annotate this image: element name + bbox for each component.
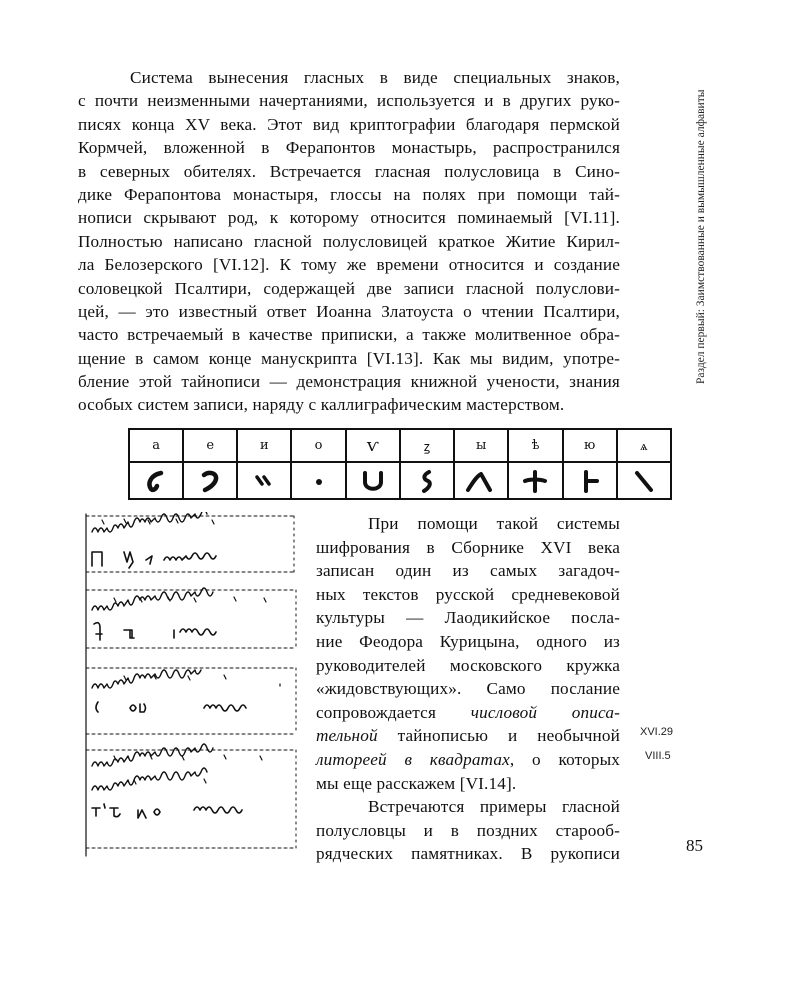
cipher-letter: ꙁ (400, 429, 454, 462)
cipher-letter: е (183, 429, 237, 462)
text-line: руководителей московского кружка (316, 655, 620, 675)
page-number: 85 (686, 836, 703, 855)
text-line (316, 724, 620, 748)
dot-glyph-icon (304, 467, 334, 495)
text-line: Встречаются примеры гласной (368, 797, 620, 817)
text-run: сопровождается (316, 702, 437, 722)
italic-term: литореей в квадратах (316, 749, 510, 769)
italic-term: числовой описа- (470, 702, 620, 722)
cipher-glyph-row (129, 462, 671, 499)
text-line: в северных обителях. Встречается гласная полусловица в Сино- (78, 161, 620, 181)
margin-reference[interactable]: VIII.5 (645, 750, 671, 762)
text-line (316, 748, 620, 772)
zigzag-glyph-icon (464, 467, 498, 495)
text-line: полусловцы и в поздних старооб- (316, 820, 620, 840)
slash-glyph-icon (629, 467, 659, 495)
main-paragraph (78, 66, 620, 417)
text-line (316, 701, 620, 725)
cipher-letter: ы (454, 429, 508, 462)
cross-glyph-icon (520, 467, 550, 495)
margin-reference[interactable]: XVI.29 (640, 726, 674, 738)
text-line: цей, — это известный ответ Иоанна Златоуста о чтении Псалтири, (78, 301, 620, 321)
s-curve-glyph-icon (412, 467, 442, 495)
text-line: щение в самом конце манускрипта [VI.13]. Как мы видим, употре- (78, 348, 620, 368)
cipher-letter: ю (563, 429, 617, 462)
text-line: писях конца XV века. Этот вид криптографии благодаря пермской (78, 114, 620, 134)
cipher-letter: ѣ (508, 429, 562, 462)
text-line: При помощи такой системы (368, 514, 620, 533)
cipher-letter: ѧ (617, 429, 671, 462)
text-run: , о которых (509, 749, 621, 769)
text-line: ние Феодора Курицына, одного из (316, 631, 620, 651)
text-line: Система вынесения гласных в виде специальных знаков, (130, 68, 620, 87)
reverse-hook-glyph-icon (195, 467, 225, 495)
text-line: «жидовствующих». Само послание (316, 679, 620, 699)
manuscript-facsimile (84, 512, 302, 858)
manuscript-image (84, 512, 302, 858)
text-line: Кормчей, вложенной в Ферапонтов монастырь, распространился (78, 138, 620, 158)
double-stroke-glyph-icon (249, 467, 279, 495)
text-line: особых систем записи, наряду с каллиграфическим мастерством. (78, 395, 565, 415)
text-line: с почти неизменными начертаниями, используется и в других руко- (78, 91, 620, 111)
text-line: Полностью написано гласной полусловицей краткое Житие Кирил- (78, 231, 620, 251)
text-line: бление этой тайнописи — демонстрация книжной учености, знания (78, 372, 620, 392)
cipher-letter-row (129, 429, 671, 462)
text-line: мы еще расскажем [VI.14]. (316, 773, 517, 793)
text-line: записан один из самых загадоч- (316, 561, 620, 581)
u-glyph-icon (358, 467, 388, 495)
text-line: ла Белозерского [VI.12]. К тому же времени относится и создание (78, 255, 620, 275)
text-line: часто встречаемый в качестве приписки, а также молитвенное обра- (78, 325, 620, 345)
text-line: ных текстов русской средневековой (316, 584, 620, 604)
text-line: дике Ферапонтова монастыря, глоссы на полях при помощи тай- (78, 184, 620, 204)
cipher-letter: ѵ (346, 429, 400, 462)
text-line: нописи скрывают род, к которому относится поминаемый [VI.11]. (78, 208, 620, 228)
text-line: шифрования в Сборнике XVI века (316, 537, 620, 557)
text-line: соловецкой Псалтири, содержащей две записи гласной полуслови- (78, 278, 620, 298)
text-line: культуры — Лаодикийское посла- (316, 608, 620, 628)
text-run: тайнописью и необычной (397, 726, 620, 746)
t-glyph-icon (575, 467, 605, 495)
hook-glyph-icon (141, 467, 171, 495)
cipher-letter: а (129, 429, 183, 462)
cipher-letter: о (291, 429, 345, 462)
text-line: рядческих памятниках. В рукописи (316, 844, 620, 864)
italic-term: тельной (316, 726, 378, 746)
side-paragraph (316, 512, 620, 866)
running-head: Раздел первый: Заимствованные и вымышленные алфавиты (695, 89, 707, 384)
vowel-cipher-table (128, 428, 672, 500)
cipher-letter: и (237, 429, 291, 462)
